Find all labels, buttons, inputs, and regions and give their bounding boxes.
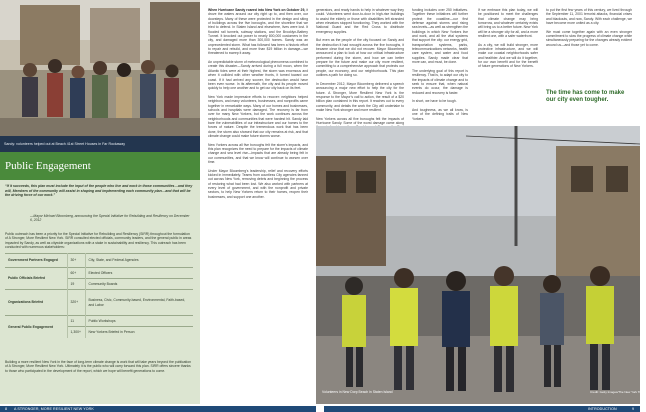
table-desc-cell: Business, Civic, Community-based, Environmental, Faith-based, and Labor: [85, 290, 193, 316]
paragraph-text: it drove the waters around our city right up to, and then over, our doorsteps. Many of these were protected in the design and siting of buildings across the five boroughs, and the shoreline that we tried to defend. In Staten Island and elsewhere, lives were lost. It flooded rail tunnels, subway stations, and the Brooklyn-Battery Tunnel. It knocked out power to nearly 800,000 customers in the city, and damaged more than 300,000 homes. Sandy was an unprecedented storm. What has followed has been a historic effort to repair and rebuild, and more than $19 billion in damage—we threatened to sweep it away.: [208, 8, 309, 56]
table-row: [5, 268, 193, 279]
engagement-quote: “If it succeeds, this plan must include the input of the people who live and work in those communities—and they will, Members of the community will assist in shaping and implementing each community plan—and that will be the driving force of our work.”: [5, 184, 193, 197]
volunteers-photo-left: [0, 0, 200, 136]
engagement-closing-text: Building a more resilient New York in the face of long-term climate change is work that will take years beyond the publication of A Stronger, More Resilient New York. Ultimately it is the public who will carry forward this plan. SIRR offers sincere thanks to those who participated in the development of the report, which we hope will benefit generations to come.: [5, 360, 192, 373]
paragraph: As a city, we will build stronger, more protective infrastructure, and we will make our coastal neighborhoods safer and healthier. And we will do it together, for our own benefit and for the benefit of future generations of New Yorkers.: [478, 42, 538, 69]
body-column-1: [208, 8, 308, 203]
paragraph: An unpredictable storm of meteorological phenomena combined to create this disaster—Sandy arrived during a full moon, when the Atlantic tides were at their highest, the storm was enormous and when it collided with other weather fronts, it turned toward our coast. If it had arrived any sooner, the destruction would have been even worse. In its aftermath, the city and its people moved quickly to help one another and to get our city back on its feet.: [208, 60, 308, 91]
table-desc-cell: New Yorkers Briefed in Person: [85, 327, 193, 338]
paragraph: In short, we have to be tough.: [412, 99, 457, 104]
paragraph: But even as the people of the city focused on Sandy and the destruction it had wrought across the five boroughs, it became clear that we did not recover. Mayor Bloomberg announced a plan to look at how our critical infrastructure performed during the storm, and how we can better prepare for the future and make our city more resilient, committing to a comprehensive approach that protects our people, our economy, and our neighborhoods. This plan outlines a path for doing so.: [316, 38, 404, 78]
table-category-cell: General Public Engagement: [5, 316, 67, 338]
public-engagement-header: [0, 152, 200, 180]
paragraph: And toughness, as we all know, is one of the defining traits of New Yorkers.: [412, 107, 468, 121]
paragraph: New Yorkers across all five boroughs felt the impacts of Hurricane Sandy. Some of the worst damage came along: [316, 116, 404, 125]
volunteers-photo-right: [316, 126, 640, 404]
body-column-4: [478, 8, 538, 73]
running-title-right: INTRODUCTION: [588, 406, 617, 411]
right-photo-caption: Volunteers in New Dorp Beach in Staten Island: [322, 390, 393, 394]
table-count-cell: 30+: [67, 254, 85, 268]
public-engagement-panel: [0, 152, 200, 404]
left-photo-caption: Sandy: volunteers helped out at Beach 41st Street Houses in Far Rockaway: [0, 136, 200, 152]
table-count-cell: 19: [67, 279, 85, 290]
paragraph: New York made impressive efforts to recover: neighbors helped neighbors, and many volunteers, businesses, and nonprofits came together in remarkable ways. Many of our homes and businesses, schools and hospitals were damaged. The recovery is far from over for many New Yorkers, but the work continues across the neighborhoods and communities that were hardest hit. Sandy laid bare the vulnerabilities of our infrastructure and our homes to the forces of nature. Despite the tremendous work that has been done, the storm also showed that our city remains at risk, and that climate change could make future storms worse.: [208, 94, 308, 138]
paragraph: generators, and ready hands to help in whatever way they could. Volunteers went door-to-door in high-rise buildings to assist the elderly or those with disabilities left stranded when elevators stopped functioning. They worked with the National Guard and the Red Cross to distribute emergency supplies.: [316, 8, 404, 34]
quote-attribution: —Mayor Michael Bloomberg, announcing the Special Initiative for Rebuilding and Resiliency on December 6, 2012: [30, 214, 190, 223]
paragraph: funding includes over 250 initiatives. Together these initiatives will further protect the coastline—our first defense against storms and rising sea levels—as well as strengthen the buildings in which New Yorkers live and work, and all the vital systems that support the city: our energy grid, transportation systems, parks, telecommunications networks, health care system, and water and food supplies. Sandy made clear that more can, and must, be done.: [412, 8, 468, 65]
paragraph: In December 2012, Mayor Bloomberg delivered a speech announcing a major new effort to help the city for the future. A Stronger, More Resilient New York is the response to the Mayor’s call to action, the result of a $20 billion plan contained in this report. It reaches out to every community, and details the work the City will undertake to make New York stronger and more resilient.: [316, 81, 404, 112]
paragraph: If we embrace this plan today, we will be positioned to meet the challenges that climate change may bring tomorrow, and whatever certainty exists will bring us to a better future. New York will be a stronger city for all, and a more resilient one, with a safer waterfront.: [478, 8, 538, 39]
body-column-3: [412, 8, 468, 125]
table-desc-cell: Public Workshops: [85, 316, 193, 327]
table-category-cell: Government Partners Engaged: [5, 254, 67, 268]
table-category-cell: Public Officials Briefed: [5, 268, 67, 290]
closing-statement: The time has come to make our city even tougher.: [546, 90, 625, 103]
lead-in: When Hurricane Sandy roared into New York on October 29,: [208, 8, 306, 12]
table-count-cell: 11: [67, 316, 85, 327]
table-count-cell: 1,300+: [67, 327, 85, 338]
paragraph: We must come together again with an even stronger commitment to slow the progress of climate change while simultaneously preparing for the changes already evident around us—and those yet to come.: [546, 29, 632, 47]
engagement-intro: Public outreach has been a priority for the Special Initiative for Rebuilding and Resiliency (SIRR) throughout the formulation of A Stronger, More Resilient New York. SIRR consulted elected officials, community leaders, and the general public in areas impacted by Sandy, as well as citywide organizations with a stake in sustainability and resiliency. This outreach has been conducted with numerous stakeholders:: [5, 232, 192, 250]
table-row: [5, 254, 193, 268]
paragraph: to put the first few years of this century, we lived through the September 11, 2001 terrorist attacks, financial crises and blackouts, and now, Sandy. With each challenge, we have become more united as a city.: [546, 8, 632, 26]
page-number-left: 8: [5, 406, 8, 411]
paragraph: [208, 8, 308, 56]
body-column-5: [546, 8, 632, 51]
table-count-cell: 320+: [67, 290, 85, 316]
table-count-cell: 60+: [67, 268, 85, 279]
paragraph: Under Mayor Bloomberg’s leadership, relief and recovery efforts kicked in immediately. Teams from countless City agencies fanned out across New York, removing debris and beginning the process of restoring what had been lost. We also worked with partners at every level of government, and with the nonprofit and private sectors, to help New Yorkers return to their homes, reopen their businesses, and support one another.: [208, 168, 308, 199]
table-category-cell: Organizations Briefed: [5, 290, 67, 316]
right-photo-credit: Credit: Getty Images/The New York Times: [590, 390, 646, 394]
table-row: [5, 316, 193, 327]
table-row: [5, 290, 193, 316]
table-desc-cell: Elected Officers: [85, 268, 193, 279]
public-engagement-title: Public Engagement: [5, 160, 91, 172]
stakeholder-table: [5, 253, 193, 338]
table-desc-cell: City, State, and Federal Agencies: [85, 254, 193, 268]
paragraph: New Yorkers across all five boroughs felt the storm’s impacts, and this plan recognizes the need to prepare for the impacts of climate change and sea level rise—impacts that are already being felt in our communities, and that we know will continue to worsen over time.: [208, 142, 308, 165]
running-title-left: A STRONGER, MORE RESILIENT NEW YORK: [14, 406, 94, 411]
page-number-right: 9: [632, 406, 635, 411]
paragraph: The underlying goal of this report is resiliency. That is, to adapt our city to the impacts of climate change and to seek to ensure that, when natural events do occur, the damage is reduced and recovery is faster.: [412, 68, 468, 95]
table-desc-cell: Community Boards: [85, 279, 193, 290]
